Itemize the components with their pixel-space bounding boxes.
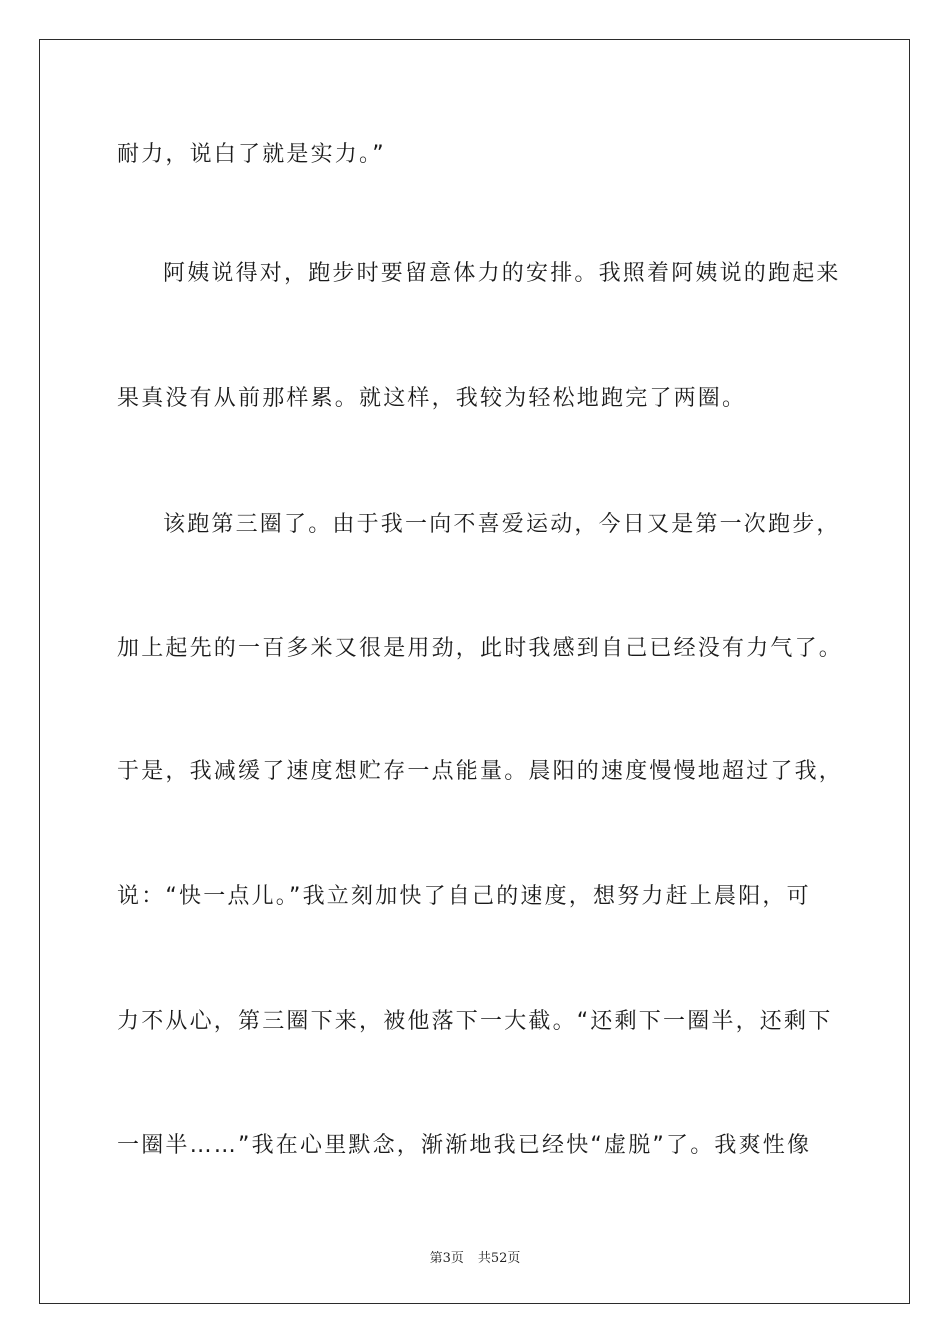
text-line-4: 该跑第三圈了。由于我一向不喜爱运动，今日又是第一次跑步， <box>163 512 841 537</box>
text-line-2: 阿姨说得对，跑步时要留意体力的安排。我照着阿姨说的跑起来 <box>163 261 841 286</box>
page-number: 第3页 <box>429 1251 464 1266</box>
page-border <box>39 39 910 1304</box>
text-line-6: 于是，我减缓了速度想贮存一点能量。晨阳的速度慢慢地超过了我， <box>117 759 844 784</box>
text-line-9: 一圈半……”我在心里默念，渐渐地我已经快“虚脱”了。我爽性像 <box>117 1133 812 1158</box>
text-line-7: 说：“快一点儿。”我立刻加快了自己的速度，想努力赶上晨阳，可 <box>117 884 811 909</box>
text-line-8: 力不从心，第三圈下来，被他落下一大截。“还剩下一圈半，还剩下 <box>117 1009 833 1034</box>
text-line-3: 果真没有从前那样累。就这样，我较为轻松地跑完了两圈。 <box>117 386 747 411</box>
text-line-1: 耐力，说白了就是实力。” <box>117 142 386 167</box>
text-line-5: 加上起先的一百多米又很是用劲，此时我感到自己已经没有力气了。 <box>117 636 844 661</box>
page-total: 共52页 <box>477 1251 521 1266</box>
page-footer <box>0 1247 950 1266</box>
